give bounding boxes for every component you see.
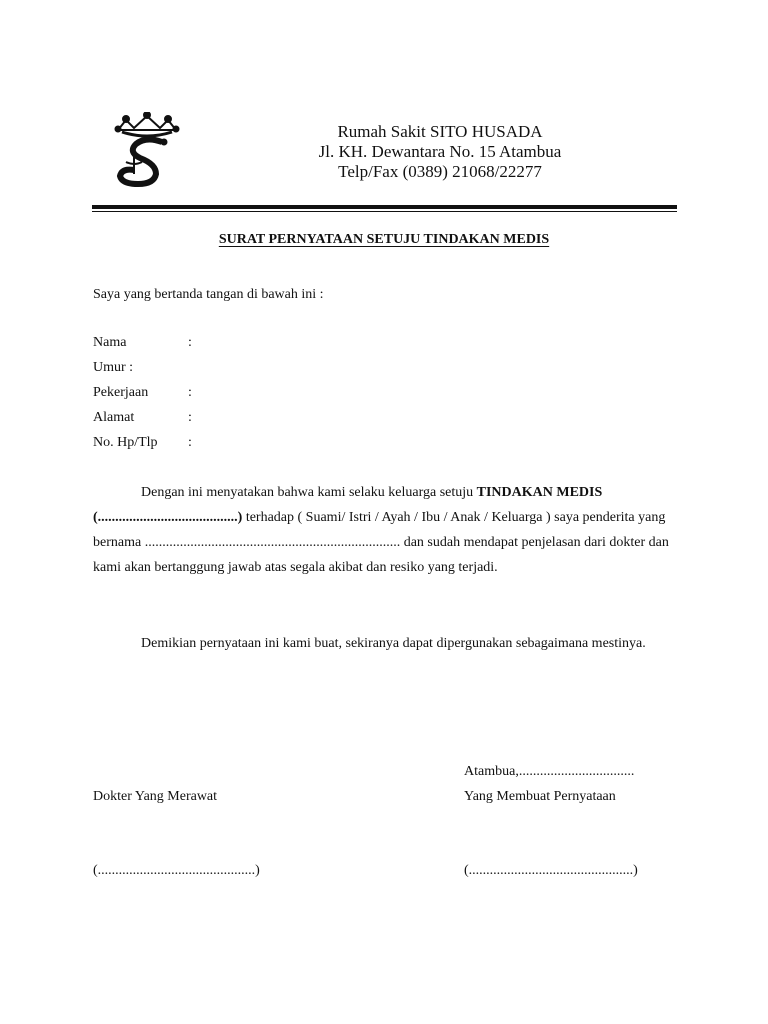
field-label-umur: Umur :: [93, 360, 134, 375]
header-divider-thin: [92, 211, 677, 212]
field-colon-pekerjaan: :: [188, 385, 192, 400]
declarant-signature-blank: (...............................................): [464, 863, 638, 878]
hospital-name: Rumah Sakit SITO HUSADA: [337, 122, 543, 141]
header-divider-thick: [92, 205, 677, 209]
field-colon-nama: :: [188, 335, 192, 350]
crown-icon: [116, 112, 179, 136]
hospital-contact: Telp/Fax (0389) 21068/22277: [338, 162, 542, 181]
serpent-s-icon: [120, 139, 167, 184]
field-colon-phone: :: [188, 435, 192, 450]
intro-text: Saya yang bertanda tangan di bawah ini :: [93, 287, 324, 302]
statement-lead: Dengan ini menyatakan bahwa kami selaku keluarga setuju: [141, 485, 477, 500]
statement-rest: terhadap ( Suami/ Istri / Ayah / Ibu / Anak / Keluarga ) saya penderita yang bernama ......................................................................... dan sudah mendapat penjelasan dari dokter dan kami akan bertanggung jawab atas segala akibat dan resiko yang terjadi.: [93, 510, 669, 575]
doctor-label: Dokter Yang Merawat: [93, 789, 218, 804]
closing-paragraph: [93, 631, 673, 656]
statement-paragraph: [93, 480, 673, 580]
hospital-logo: [112, 112, 182, 188]
field-label-pekerjaan: Pekerjaan: [93, 385, 149, 400]
closing-text: Demikian pernyataan ini kami buat, sekiranya dapat dipergunakan sebagaimana mestinya.: [141, 636, 646, 651]
place-date: Atambua,.................................: [464, 764, 635, 779]
declarant-label: Yang Membuat Pernyataan: [464, 789, 616, 804]
doctor-signature-blank: (.............................................): [93, 863, 260, 878]
field-label-phone: No. Hp/Tlp: [93, 435, 158, 450]
statement-action-blank: (........................................): [93, 510, 243, 525]
document-title-text: SURAT PERNYATAAN SETUJU TINDAKAN MEDIS: [218, 232, 550, 247]
hospital-address: Jl. KH. Dewantara No. 15 Atambua: [318, 142, 562, 161]
document-title: [0, 232, 768, 248]
field-label-nama: Nama: [93, 335, 127, 350]
statement-action: TINDAKAN MEDIS: [476, 485, 603, 500]
field-label-alamat: Alamat: [93, 410, 135, 425]
field-colon-alamat: :: [188, 410, 192, 425]
